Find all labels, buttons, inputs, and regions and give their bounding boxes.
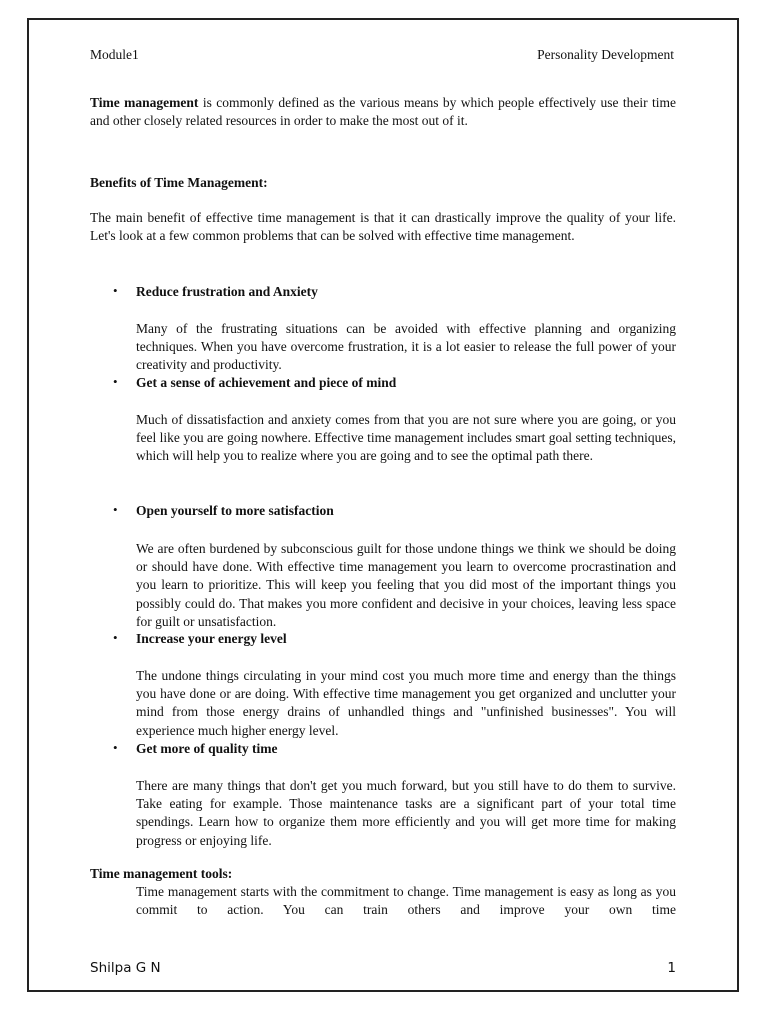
intro-term: Time management xyxy=(90,95,199,110)
benefit-title: Get a sense of achievement and piece of mind xyxy=(136,375,397,390)
bullet-icon: • xyxy=(113,630,118,645)
footer-author: Shilpa G N xyxy=(90,960,161,976)
benefit-text: The undone things circulating in your mind cost you much more time and energy than the things you have done or are doing. With effective time management you get organized and unclutter your mind from those energy drains of unhandled things and "unfinished businesses". You will experience much higher energy level. xyxy=(136,668,676,738)
tools-heading: Time management tools: xyxy=(90,866,233,881)
benefits-heading: Benefits of Time Management: xyxy=(90,175,268,190)
benefit-title: Reduce frustration and Anxiety xyxy=(136,284,318,299)
tools-paragraph: Time management starts with the commitment to change. Time management is easy as long as you commit to action. You can train others and improve your own time xyxy=(136,884,676,918)
benefit-title: Increase your energy level xyxy=(136,631,287,646)
benefit-title: Get more of quality time xyxy=(136,741,278,756)
header-module: Module1 xyxy=(90,47,139,62)
benefits-intro: The main benefit of effective time management is that it can drastically improve the quality of your life. Let's look at a few common problems that can be solved with effective time management. xyxy=(90,210,676,244)
benefit-text: We are often burdened by subconscious guilt for those undone things we think we should be doing or should have done. With effective time management you learn to overcome procrastination and you learn to prioritize. This will keep you feeling that you did most of the important things you possibly could do. That makes you more confident and decisive in your choices, leaving less space for guilt or unsatisfaction. xyxy=(136,541,676,629)
bullet-icon: • xyxy=(113,374,118,389)
footer-page-number: 1 xyxy=(667,960,676,976)
benefit-text: Much of dissatisfaction and anxiety comes from that you are not sure where you are going, or you feel like you are going nowhere. Effective time management includes smart goal setting techniques, which will help you to realize where you are going and to see the optimal path there. xyxy=(136,412,676,464)
bullet-icon: • xyxy=(113,740,118,755)
benefit-text: Many of the frustrating situations can be avoided with effective planning and organizing techniques. When you have overcome frustration, it is a lot easier to release the full power of your creativity and productivity. xyxy=(136,321,676,373)
intro-text: is commonly defined as the various means by which people effectively use their time and other closely related resources in order to make the most out of it. xyxy=(90,95,676,129)
benefit-text: There are many things that don't get you much forward, but you still have to do them to survive. Take eating for example. Those maintenance tasks are a significant part of your total time spendings. Learn how to organize them more efficiently and you will get more time for making progress or enjoying life. xyxy=(136,778,676,848)
intro-paragraph xyxy=(90,94,676,130)
bullet-icon: • xyxy=(113,283,118,298)
benefit-title: Open yourself to more satisfaction xyxy=(136,503,334,518)
bullet-icon: • xyxy=(113,502,118,517)
header-title: Personality Development xyxy=(537,47,674,62)
